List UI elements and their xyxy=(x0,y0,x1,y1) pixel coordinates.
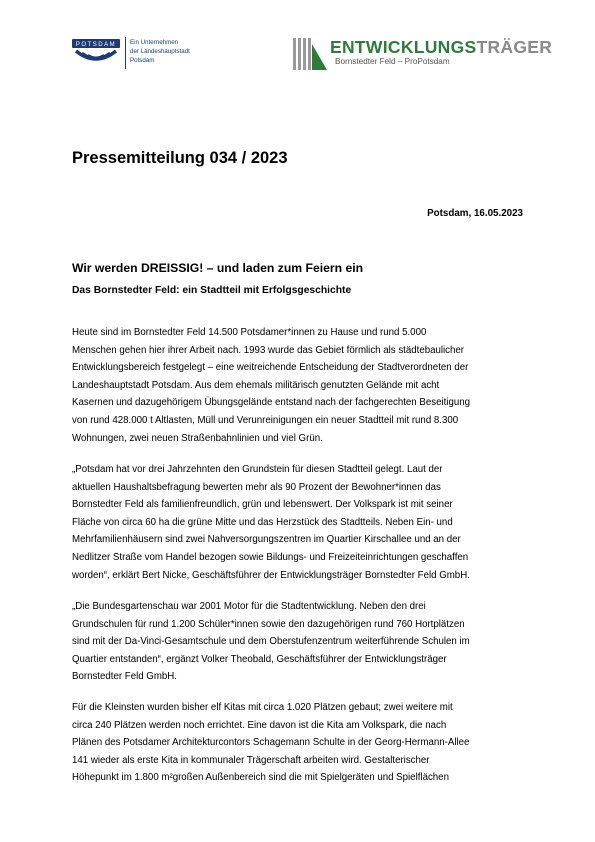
text-line: sind mit der Da-Vinci-Gesamtschule und dem Oberstufenzentrum weiterführende Schulen im xyxy=(72,636,470,648)
text-line: circa 240 Plätzen werden noch errichtet. Eine davon ist die Kita am Volkspark, die nach xyxy=(72,719,447,731)
text-line: Grundschulen für rund 1.200 Schüler*innen sowie den dazugehörigen rund 760 Hortplätzen xyxy=(72,618,465,630)
etr-name-tail: TRÄGER xyxy=(476,37,553,57)
text-line: „Die Bundesgartenschau war 2001 Motor für die Stadtentwicklung. Neben den drei xyxy=(72,601,426,612)
potsdam-logo-line: Ein Unternehmen xyxy=(130,39,179,46)
body-paragraph-4 xyxy=(72,699,532,787)
etr-logo-subtitle: Bornstedter Feld – ProPotsdam xyxy=(335,57,450,66)
potsdam-logo-line: Potsdam xyxy=(130,57,155,65)
text-line: Nedlitzer Straße vom Handel bezogen sowie Bildungs- und Freizeiteinrichtungen geschaffen xyxy=(72,551,469,563)
etr-name-main: ENTWICKLUNGS xyxy=(330,37,477,57)
etr-bars-icon xyxy=(293,38,327,70)
text-line: Kasernen und dazugehörigem Übungsgelände entstand nach der fachgerechten Beseitigung xyxy=(72,397,471,409)
text-line: Heute sind im Bornstedter Feld 14.500 Potsdamer*innen zu Hause und rund 5.000 xyxy=(72,327,427,338)
text-line: von rund 428.000 t Altlasten, Müll und Verunreinigungen ein neuer Stadtteil mit rund 8.300 xyxy=(72,414,459,426)
text-line: aktuellen Haushaltsbefragung bewerten mehr als 90 Prozent der Bewohner*innen das xyxy=(72,481,441,493)
page-title: Pressemitteilung 034 / 2023 xyxy=(72,149,288,167)
text-line: Bornstedter Feld als familienfreundlich, grün und lebenswert. Der Volkspark ist mit seiner xyxy=(72,499,453,511)
text-line: Mehrfamilienhäusern sind zwei Nahversorgungszentren im Quartier Kirschallee und an der xyxy=(72,534,461,546)
text-line: Plänen des Potsdamer Architekturcontors Schagemann Schulte in der Georg-Hermann-Allee xyxy=(72,737,470,749)
text-line: Menschen gehen hier ihrer Arbeit nach. 1993 wurde das Gebiet förmlich als städtebaulicher xyxy=(72,344,465,356)
text-line: Wohnungen, zwei neuen Straßenbahnlinien und viel Grün. xyxy=(72,432,323,444)
subheadline: Das Bornstedter Feld: ein Stadtteil mit Erfolgsgeschichte xyxy=(72,285,352,296)
potsdam-logo-line: der Landeshauptstadt xyxy=(130,48,190,56)
text-line: Entwicklungsbereich festgelegt – eine weitreichende Entscheidung der Stadtverordneten der xyxy=(72,362,469,374)
text-line: Quartier entstanden“, ergänzt Volker Theobald, Geschäftsführer der Entwicklungsträger xyxy=(72,653,447,665)
text-line: Bornstedter Feld GmbH. xyxy=(72,671,177,683)
release-date: Potsdam, 16.05.2023 xyxy=(427,208,523,219)
potsdam-emblem-icon xyxy=(72,37,120,71)
potsdam-emblem-text: POTSDAM xyxy=(75,42,117,48)
potsdam-logo-text xyxy=(130,38,190,66)
headline: Wir werden DREISSIG! – und laden zum Feiern ein xyxy=(72,261,364,275)
text-line: „Potsdam hat vor drei Jahrzehnten den Grundstein für diesen Stadtteil gelegt. Laut der xyxy=(72,464,443,475)
text-line: Für die Kleinsten wurden bisher elf Kitas mit circa 1.020 Plätzen gebaut; zwei weitere mit xyxy=(72,702,453,713)
text-line: Höhepunkt im 1.800 m²großen Außenbereich sind die mit Spielgeräten und Spielflächen xyxy=(72,772,449,784)
body-paragraph-1 xyxy=(72,324,532,447)
body-paragraph-3 xyxy=(72,598,532,686)
etr-logo-name xyxy=(330,37,552,58)
logo-divider xyxy=(125,37,126,69)
text-line: Fläche von circa 60 ha die grüne Mitte und das Herzstück des Stadtteils. Neben Ein- und xyxy=(72,516,453,528)
text-line: Landeshauptstadt Potsdam. Aus dem ehemals militärisch genutzten Gelände mit acht xyxy=(72,379,440,391)
text-line: 141 wieder als erste Kita in kommunaler Trägerschaft arbeiten wird. Gestalterischer xyxy=(72,754,430,766)
body-paragraph-2 xyxy=(72,461,532,584)
text-line: worden“, erklärt Bert Nicke, Geschäftsführer der Entwicklungsträger Bornstedter Feld GmbH. xyxy=(72,569,470,581)
